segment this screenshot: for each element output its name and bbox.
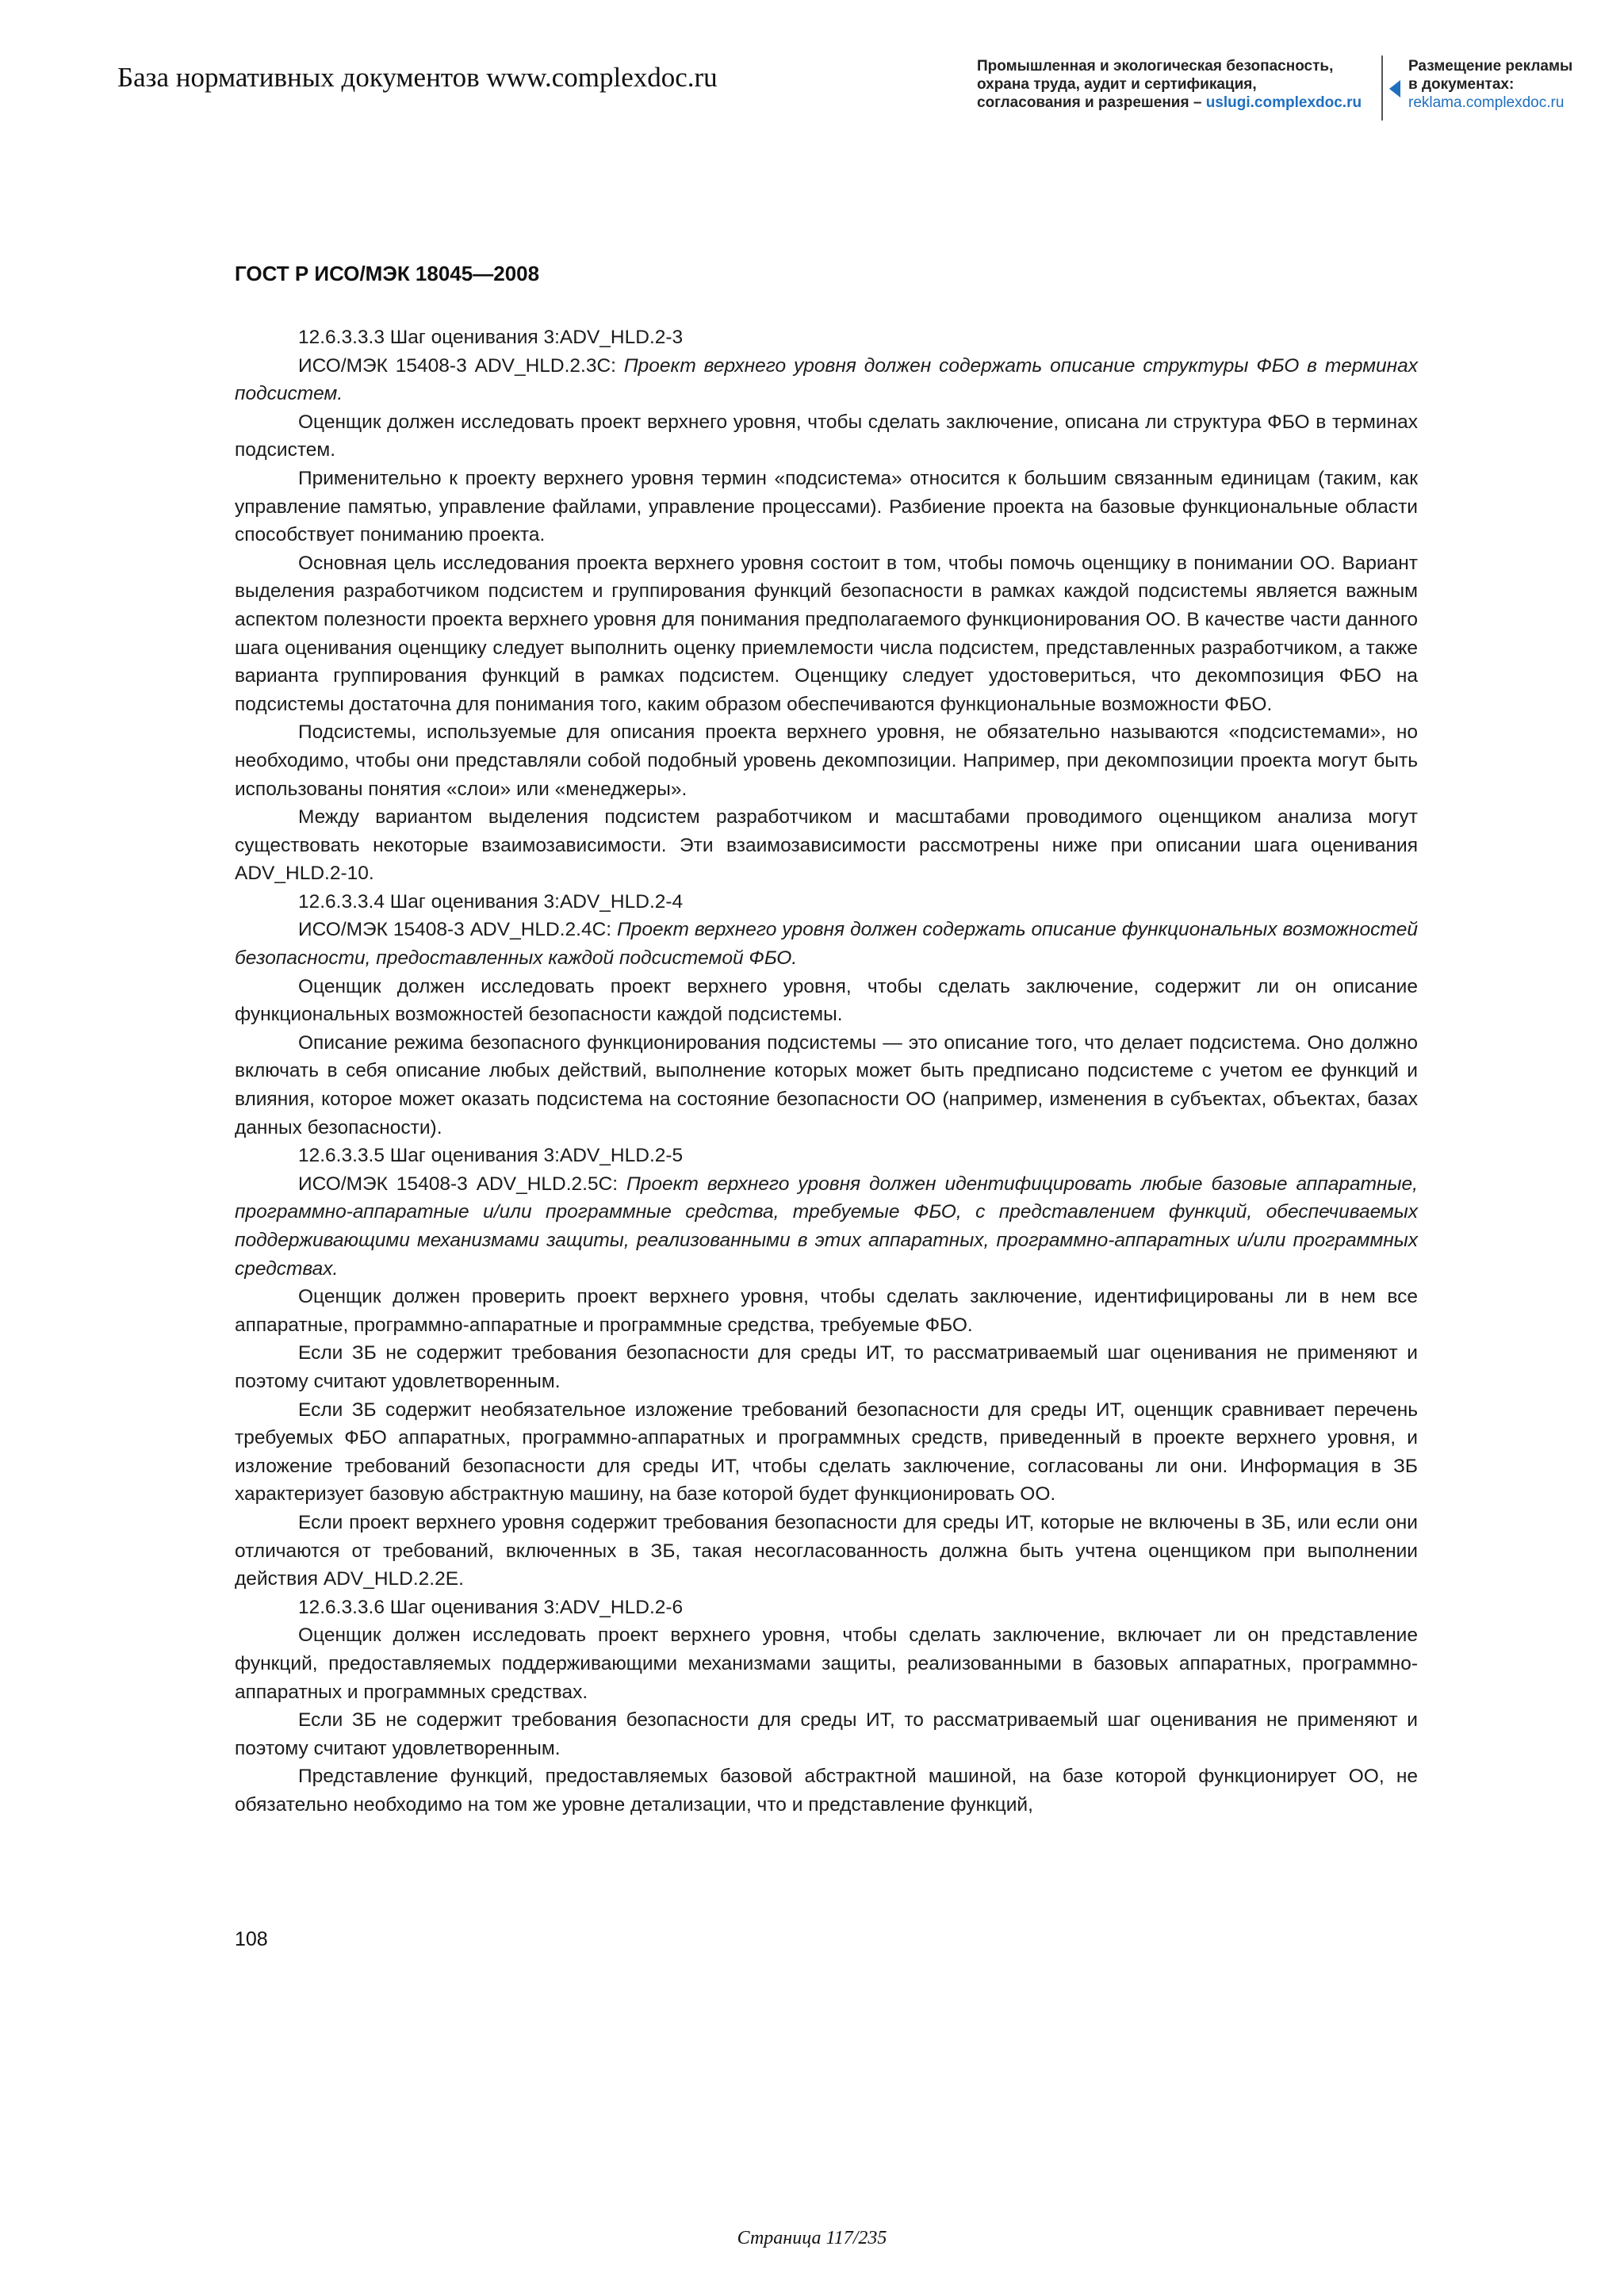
banner-divider	[1381, 55, 1383, 121]
body-paragraph: Оценщик должен исследовать проект верхнего уровня, чтобы сделать заключение, описана ли структура ФБО в терминах подсистем.	[235, 411, 1418, 461]
body-paragraph: Если ЗБ не содержит требования безопасности для среды ИТ, то рассматриваемый шаг оценивания не применяют и поэтому считают удовлетворенным.	[235, 1709, 1418, 1759]
criterion-paragraph	[235, 352, 1418, 408]
body-paragraph: Подсистемы, используемые для описания проекта верхнего уровня, не обязательно называются «подсистемами», но необходимо, чтобы они представляли собой подобный уровень декомпозиции. Например, при декомпозиции проекта могут быть использованы понятия «слои» или «менеджеры».	[235, 721, 1418, 800]
site-title[interactable]: База нормативных документов www.complexdoc.ru	[117, 62, 718, 93]
body-paragraph: Оценщик должен исследовать проект верхнего уровня, чтобы сделать заключение, содержит ли он описание функциональных возможностей безопасности каждой подсистемы.	[235, 975, 1418, 1026]
section-heading: 12.6.3.3.6 Шаг оценивания 3:ADV_HLD.2-6	[298, 1596, 684, 1618]
document-body	[235, 323, 1418, 1819]
section-heading: 12.6.3.3.5 Шаг оценивания 3:ADV_HLD.2-5	[298, 1145, 684, 1167]
services-line: охрана труда, аудит и сертификация,	[977, 76, 1257, 93]
services-block	[977, 57, 1362, 112]
ads-line: в документах:	[1408, 76, 1515, 93]
body-paragraph: Если проект верхнего уровня содержит требования безопасности для среды ИТ, которые не включены в ЗБ, или если они отличаются от требований, включенных в ЗБ, такая несогласованность должна быть учтена оценщиком при выполнении действия ADV_HLD.2.2E.	[235, 1511, 1418, 1590]
document-header: ГОСТ Р ИСО/МЭК 18045—2008	[235, 262, 540, 285]
services-line	[977, 94, 1362, 112]
section-heading: 12.6.3.3.3 Шаг оценивания 3:ADV_HLD.2-3	[298, 327, 684, 348]
criterion-ref: ИСО/МЭК 15408-3 ADV_HLD.2.4С:	[298, 919, 618, 941]
body-paragraph: Представление функций, предоставляемых базовой абстрактной машиной, на базе которой функционирует ОО, не обязательно необходимо на том же уровне детализации, что и представление функций,	[235, 1766, 1418, 1816]
page-number: 108	[235, 1928, 268, 1950]
services-link[interactable]: uslugi.complexdoc.ru	[1205, 94, 1362, 111]
body-paragraph: Если ЗБ не содержит требования безопасности для среды ИТ, то рассматриваемый шаг оценивания не применяют и поэтому считают удовлетворенным.	[235, 1342, 1418, 1392]
section-heading: 12.6.3.3.4 Шаг оценивания 3:ADV_HLD.2-4	[298, 890, 684, 913]
criterion-text: Проект верхнего уровня должен содержать описание функциональных возможностей безопасности, предоставленных каждой подсистемой ФБО.	[235, 919, 1418, 970]
body-paragraph: Между вариантом выделения подсистем разработчиком и масштабами проводимого оценщиком анализа могут существовать некоторые взаимозависимости. Эти взаимозависимости рассмотрены ниже при описании шага оценивания ADV_HLD.2-10.	[235, 806, 1418, 885]
criterion-text: Проект верхнего уровня должен содержать описание структуры ФБО в терминах подсистем.	[235, 354, 1418, 405]
ads-line: Размещение рекламы	[1408, 58, 1573, 75]
body-paragraph: Оценщик должен исследовать проект верхнего уровня, чтобы сделать заключение, включает ли он представление функций, предоставляемых поддерживающими механизмами защиты, реализованными в базовых аппаратных, программно-аппаратных и программных средствах.	[235, 1624, 1418, 1703]
services-line: Промышленная и экологическая безопасность,	[977, 58, 1334, 75]
services-prefix: согласования и разрешения –	[977, 94, 1206, 111]
body-paragraph: Основная цель исследования проекта верхнего уровня состоит в том, чтобы помочь оценщику в понимании ОО. Вариант выделения разработчиком подсистем и группирования функций безопасности в рамках каждой подсистемы является важным аспектом полезности проекта верхнего уровня для понимания предполагаемого функционирования ОО. В качестве части данного шага оценивания оценщику следует выполнить оценку приемлемости числа подсистем, представленных разработчиком, а также варианта группирования функций в рамках подсистем. Оценщику следует удостовериться, что декомпозиция ФБО на подсистемы достаточна для понимания того, каким образом обеспечиваются функциональные возможности ФБО.	[235, 552, 1418, 715]
criterion-ref: ИСО/МЭК 15408-3 ADV_HLD.2.5С:	[298, 1173, 627, 1195]
criterion-ref: ИСО/МЭК 15408-3 ADV_HLD.2.3С:	[298, 354, 624, 377]
body-paragraph: Описание режима безопасного функционирования подсистемы — это описание того, что делает подсистема. Оно должно включать в себя описание любых действий, выполнение которых может быть предписано подсистеме с учетом ее функций и влияния, которое может оказать подсистема на состояние безопасности ОО (например, изменения в субъектах, объектах, базах данных безопасности).	[235, 1031, 1418, 1138]
body-paragraph: Если ЗБ содержит необязательное изложение требований безопасности для среды ИТ, оценщик сравнивает перечень требуемых ФБО аппаратных, программно-аппаратных и программных средств, приведенный в проекте верхнего уровня, и изложение требований безопасности для среды ИТ, чтобы сделать заключение, согласованы ли они. Информация в ЗБ характеризует базовую абстрактную машину, на базе которой будет функционировать ОО.	[235, 1399, 1418, 1506]
site-banner	[0, 0, 1624, 159]
body-paragraph: Оценщик должен проверить проект верхнего уровня, чтобы сделать заключение, идентифицированы ли в нем все аппаратные, программно-аппаратные и программные средства, требуемые ФБО.	[235, 1286, 1418, 1336]
page-footer: Страница 117/235	[737, 2228, 887, 2248]
body-paragraph: Применительно к проекту верхнего уровня термин «подсистема» относится к большим связанным единицам (таким, как управление памятью, управление файлами, управление процессами). Разбиение проекта на базовые функциональные области способствует пониманию проекта.	[235, 467, 1418, 546]
ads-block	[1408, 57, 1572, 112]
criterion-text: Проект верхнего уровня должен идентифицировать любые базовые аппаратные, программно-аппаратные и/или программные средства, требуемые ФБО, с представлением функций, обеспечиваемых поддерживающими механизмами защиты, реализованными в этих аппаратных, программно-аппаратных и/или программных средствах.	[235, 1173, 1418, 1280]
arrow-left-icon	[1389, 80, 1400, 98]
ads-link[interactable]: reklama.complexdoc.ru	[1408, 94, 1565, 111]
criterion-paragraph	[235, 1170, 1418, 1283]
criterion-paragraph	[235, 916, 1418, 972]
